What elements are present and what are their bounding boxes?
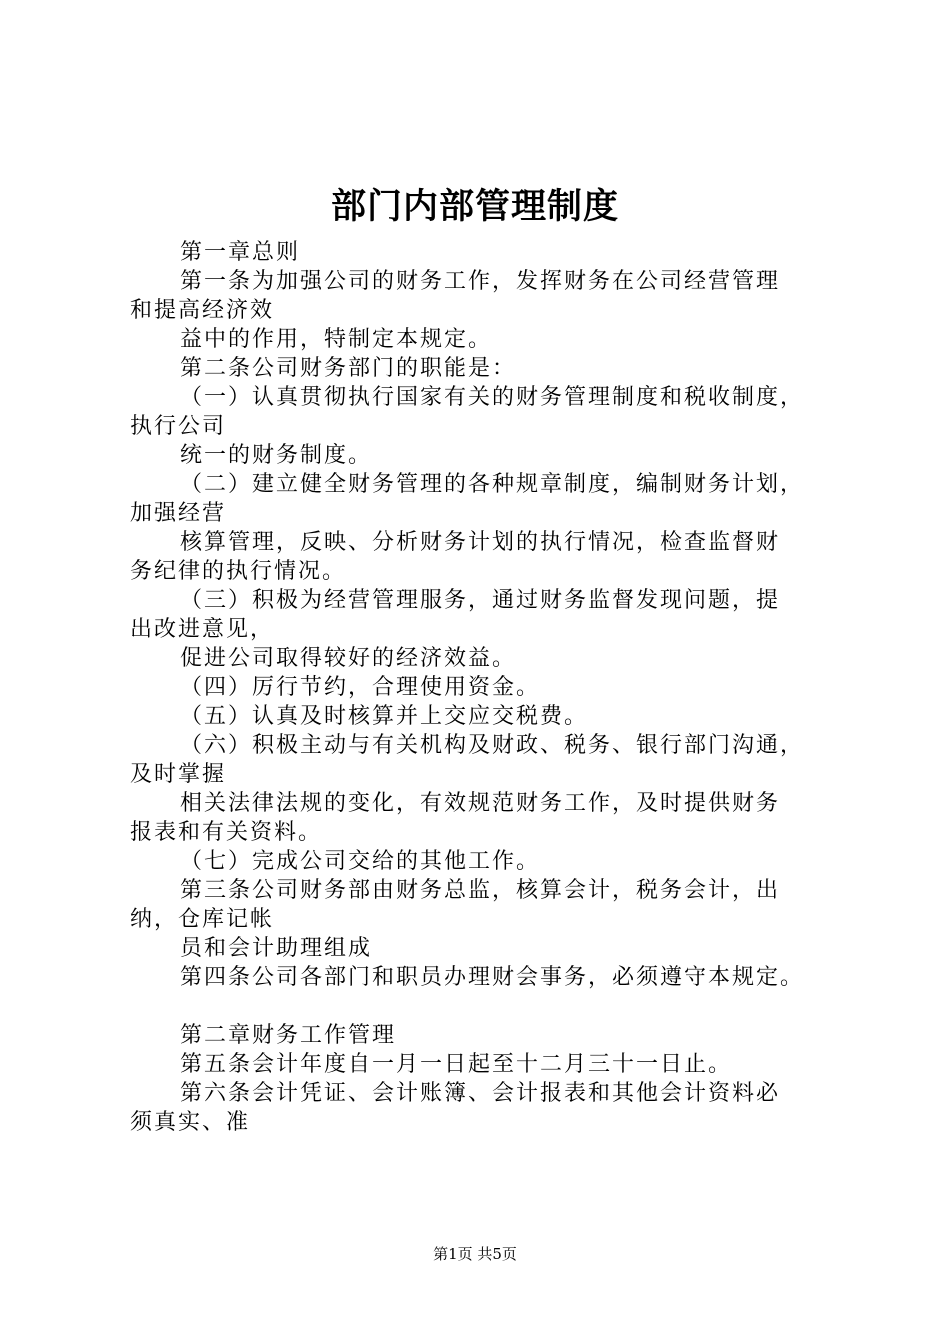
paragraph-line: 和提高经济效	[130, 298, 275, 323]
paragraph-line: （二）建立健全财务管理的各种规章制度，编制财务计划，	[180, 472, 805, 497]
paragraph-line: （五）认真及时核算并上交应交税费。	[180, 704, 589, 729]
document-title: 部门内部管理制度	[330, 186, 619, 227]
paragraph-line: 第一章总则	[180, 240, 301, 265]
paragraph-line: 第四条公司各部门和职员办理财会事务，必须遵守本规定。	[180, 965, 805, 990]
paragraph-line: （七）完成公司交给的其他工作。	[180, 849, 541, 874]
paragraph-line: 统一的财务制度。	[180, 443, 373, 468]
paragraph-line: 纳，仓库记帐	[130, 907, 275, 932]
paragraph-line: 第六条会计凭证、会计账簿、会计报表和其他会计资料必	[180, 1081, 781, 1106]
paragraph-line: 员和会计助理组成	[180, 936, 373, 961]
paragraph-line: （六）积极主动与有关机构及财政、税务、银行部门沟通，	[180, 733, 805, 758]
paragraph-line: 核算管理，反映、分析财务计划的执行情况，检查监督财	[180, 530, 781, 555]
paragraph-line: （四）厉行节约，合理使用资金。	[180, 675, 541, 700]
paragraph-line: 第二章财务工作管理	[180, 1023, 397, 1048]
paragraph-line	[130, 992, 840, 1021]
page-footer: 第1页 共5页	[433, 1245, 517, 1263]
paragraph-line: 第一条为加强公司的财务工作，发挥财务在公司经营管理	[180, 269, 781, 294]
document-body	[130, 238, 840, 1137]
paragraph-line: 第五条会计年度自一月一日起至十二月三十一日止。	[180, 1052, 733, 1077]
paragraph-line: 出改进意见，	[130, 617, 275, 642]
paragraph-line: 执行公司	[130, 414, 227, 439]
paragraph-line: 相关法律法规的变化，有效规范财务工作，及时提供财务	[180, 791, 781, 816]
paragraph-line: （三）积极为经营管理服务，通过财务监督发现问题，提	[180, 588, 781, 613]
paragraph-line: 务纪律的执行情况。	[130, 559, 347, 584]
paragraph-line: 报表和有关资料。	[130, 820, 323, 845]
paragraph-line: 及时掌握	[130, 762, 227, 787]
paragraph-line: （一）认真贯彻执行国家有关的财务管理制度和税收制度，	[180, 385, 805, 410]
paragraph-line: 加强经营	[130, 501, 227, 526]
paragraph-line: 须真实、准	[130, 1110, 251, 1135]
paragraph-line: 第三条公司财务部由财务总监，核算会计，税务会计，出	[180, 878, 781, 903]
paragraph-line: 益中的作用，特制定本规定。	[180, 327, 493, 352]
paragraph-line: 促进公司取得较好的经济效益。	[180, 646, 517, 671]
paragraph-line: 第二条公司财务部门的职能是：	[180, 356, 517, 381]
